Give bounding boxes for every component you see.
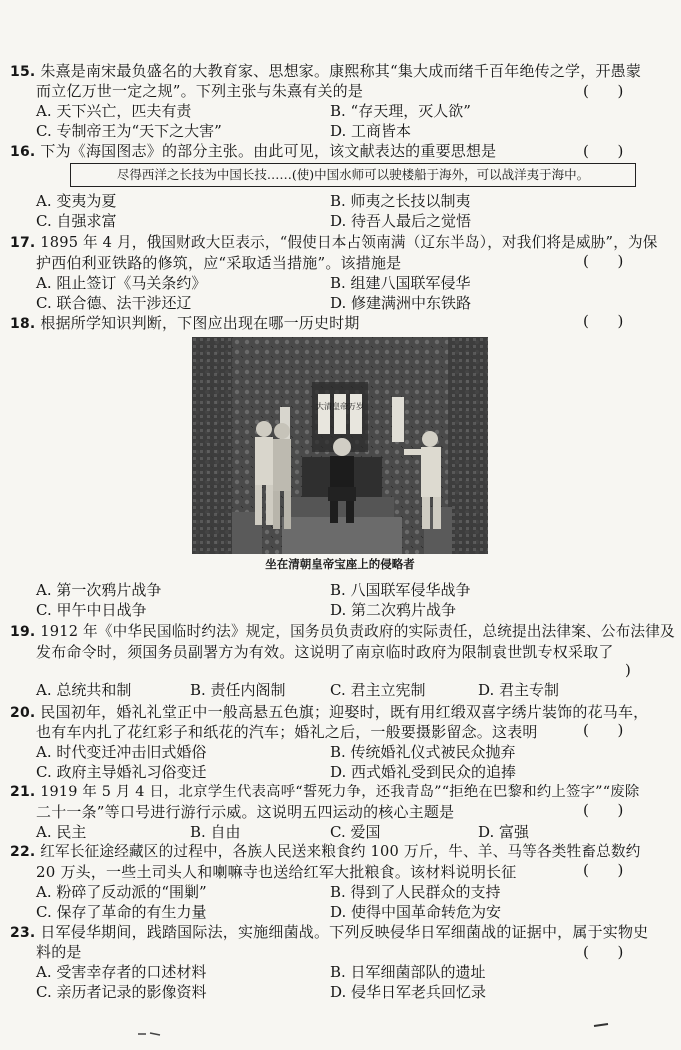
option-d: D. 使得中国革命转危为安 [330,903,502,921]
scan-marks [0,1020,681,1050]
option-d: D. 富强 [478,823,530,841]
answer-paren[interactable]: ) [625,661,631,679]
option-c: C. 自强求富 [36,212,117,230]
option-c: C. 保存了革命的有生力量 [36,903,207,921]
question-number: 17. [10,235,36,251]
question-23-line-2: 料的是 [36,943,82,961]
question-23-line-1: 23. 日军侵华期间，践踏国际法，实施细菌战。下列反映侵华日军细菌战的证据中，属于实物史 [10,923,649,941]
question-17-line-2: 护西伯利亚铁路的修筑，应“采取适当措施”。该措施是 [36,254,402,272]
option-d: D. 待吾人最后之觉悟 [330,212,472,230]
option-c: C. 专制帝王为“天下之大害” [36,122,222,140]
question-21-line-1: 21. 1919 年 5 月 4 日，北京学生代表高呼“誓死力争，还我青岛”“拒绝在巴黎和约上签字”“废除 [10,784,640,800]
question-19-line-2: 发布命令时，须国务员副署方为有效。这说明了南京临时政府为限制袁世凯专权采取了 [36,643,614,661]
option-b: B. 传统婚礼仪式被民众抛弃 [330,743,516,761]
question-22-line-2: 20 万头，一些土司头人和喇嘛寺也送给红军大批粮食。该材料说明长征 [36,863,517,881]
option-b: B. 师夷之长技以制夷 [330,192,471,210]
question-15-line-1: 15. 朱熹是南宋最负盛名的大教育家、思想家。康熙称其“集大成而绪千百年绝传之学，开愚蒙 [10,62,642,80]
option-c: C. 政府主导婚礼习俗变迁 [36,763,207,781]
option-a: A. 总统共和制 [36,681,132,699]
option-b: B. 责任内阁制 [190,681,286,699]
question-20-line-2: 也有车内扎了花红彩子和纸花的汽车；婚礼之后，一般要摄影留念。这表明 [36,723,538,741]
placard-center [334,394,346,434]
option-d: D. 君主专制 [478,681,560,699]
option-b: B. 组建八国联军侵华 [330,274,471,292]
question-19-line-1: 19. 1912 年《中华民国临时约法》规定，国务员负责政府的实际责任，总统提出法律案、公布法律及 [10,623,675,640]
option-a: A. 受害幸存者的口述材料 [36,963,207,981]
option-a: A. 阻止签订《马关条约》 [36,274,207,292]
option-d: D. 修建满洲中东铁路 [330,294,472,312]
svg-text:皇帝: 皇帝 [332,402,348,411]
question-21-line-2: 二十一条”等口号进行游行示威。这说明五四运动的核心主题是 [36,803,455,821]
answer-paren[interactable]: ( ) [583,82,624,100]
answer-paren[interactable]: ( ) [583,142,624,160]
question-number: 21. [10,784,36,800]
answer-paren[interactable]: ( ) [583,721,624,739]
option-d: D. 西式婚礼受到民众的追捧 [330,763,517,781]
option-d: D. 侵华日军老兵回忆录 [330,983,487,1001]
svg-text:大清: 大清 [316,402,332,411]
question-16-line-1: 16. 下为《海国图志》的部分主张。由此可见，该文献表达的重要思想是 [10,142,497,160]
option-a: A. 民主 [36,823,87,841]
question-18-line-1: 18. 根据所学知识判断，下图应出现在哪一历史时期 [10,314,360,332]
question-number: 15. [10,64,36,80]
question-number: 23. [10,925,36,941]
option-c: C. 联合德、法干涉还辽 [36,294,192,312]
question-20-line-1: 20. 民国初年，婚礼礼堂正中一般高悬五色旗；迎娶时，既有用红缎双喜字绣片装饰的花马车， [10,703,649,721]
question-22-line-1: 22. 红军长征途经藏区的过程中，各族人民送来粮食约 100 万斤，牛、羊、马等各类牲畜总数约 [10,843,641,860]
source-quote-box: 尽得西洋之长技为中国长技……(使)中国水师可以驶楼船于海外，可以战洋夷于海中。 [70,163,636,187]
option-c: C. 爱国 [330,823,381,841]
answer-paren[interactable]: ( ) [583,943,624,961]
option-b: B. 八国联军侵华战争 [330,581,471,599]
question-number: 16. [10,144,36,160]
option-b: B. 日军细菌部队的遗址 [330,963,486,981]
option-a: A. 天下兴亡，匹夫有责 [36,102,192,120]
question-15-line-2: 而立亿万世一定之规”。下列主张与朱熹有关的是 [36,82,364,100]
question-number: 18. [10,316,36,332]
answer-paren[interactable]: ( ) [583,252,624,270]
placard-left [318,394,330,434]
answer-paren[interactable]: ( ) [583,312,624,330]
option-d: D. 工商皆本 [330,122,412,140]
option-c: C. 君主立宪制 [330,681,426,699]
option-a: A. 时代变迁冲击旧式婚俗 [36,743,207,761]
question-number: 19. [10,624,36,640]
svg-text:万岁: 万岁 [348,402,364,411]
answer-paren[interactable]: ( ) [583,801,624,819]
option-b: B. 得到了人民群众的支持 [330,883,501,901]
option-a: A. 粉碎了反动派的“围剿” [36,883,207,901]
question-number: 20. [10,705,36,721]
throne-room-image [192,337,488,554]
option-a: A. 变夷为夏 [36,192,117,210]
photo-caption: 坐在清朝皇帝宝座上的侵略者 [265,557,415,571]
option-d: D. 第二次鸦片战争 [330,601,457,619]
placard-right [350,394,362,434]
option-c: C. 甲午中日战争 [36,601,147,619]
option-c: C. 亲历者记录的影像资料 [36,983,207,1001]
option-a: A. 第一次鸦片战争 [36,581,162,599]
option-b: B. 自由 [190,823,241,841]
question-17-line-1: 17. 1895 年 4 月，俄国财政大臣表示，“假使日本占领南满（辽东半岛），对我们将是威胁”，为保 [10,234,658,251]
option-b: B. “存天理，灭人欲” [330,102,471,120]
question-number: 22. [10,844,36,860]
answer-paren[interactable]: ( ) [583,861,624,879]
historical-photo [192,337,488,554]
